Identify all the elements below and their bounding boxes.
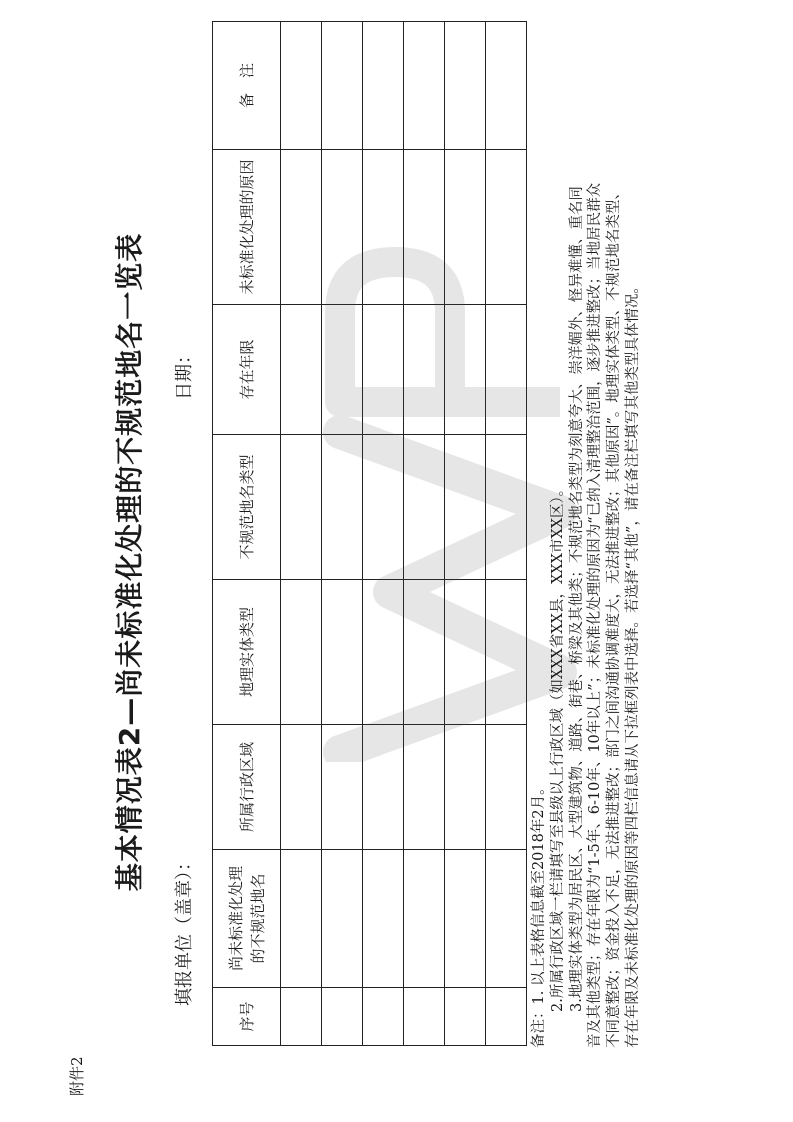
notes-section xyxy=(530,8,643,1048)
reporting-unit-label: 填报单位（盖章）： xyxy=(174,853,195,1006)
header-entity-type: 地理实体类型 xyxy=(213,580,281,725)
table-cell[interactable] xyxy=(404,988,445,1046)
header-admin-region: 所属行政区域 xyxy=(213,725,281,850)
table-cell[interactable] xyxy=(445,988,486,1046)
note-line-4: 音及其他类型；存在年限为“1-5年、6-10年、10年以上”；未标准化处理的原因为“已纳入清理整治范围，逐步推进整改；当地居民群众 xyxy=(587,182,604,1048)
page-title: 基本情况表2—尚未标准化处理的不规范地名一览表 xyxy=(113,232,146,892)
header-nonstandard-name: 尚未标准化处理的不规范地名 xyxy=(213,850,281,988)
table-cell[interactable] xyxy=(281,988,322,1046)
table-cell[interactable] xyxy=(281,22,322,150)
table-cell[interactable] xyxy=(363,988,404,1046)
table-cell[interactable] xyxy=(445,22,486,150)
table-cell[interactable] xyxy=(404,850,445,988)
header-serial: 序号 xyxy=(213,988,281,1046)
header-remarks: 备 注 xyxy=(213,22,281,150)
table-cell[interactable] xyxy=(322,22,363,150)
table-cell[interactable] xyxy=(404,22,445,150)
header-reason: 未标准化处理的原因 xyxy=(213,150,281,305)
note-line-2: 2.所属行政区域一栏请填写至县级以上行政区域（如XXX省XX县，XXX市XX区）。 xyxy=(549,481,566,1012)
table-header-row xyxy=(213,22,281,1046)
table-cell[interactable] xyxy=(486,22,527,150)
table-cell[interactable] xyxy=(363,850,404,988)
attachment-label: 附件2 xyxy=(68,1056,86,1096)
note-line-5: 不同意整改；资金投入不足，无法推进整改；部门之间沟通协调难度大，无法推进整改；其他原因”。地理实体类型、不规范地名类型、 xyxy=(606,185,623,1048)
note-line-3: 3.地理实体类型为居民区、大型建筑物、道路、街巷、桥梁及其他类；不规范地名类型为刻意夸大、崇洋媚外、怪异难懂、重名同 xyxy=(568,186,585,1012)
table-cell[interactable] xyxy=(322,988,363,1046)
table-cell[interactable] xyxy=(281,850,322,988)
note-line-6: 存在年限及未标准化处理的原因等四栏信息请从下拉框列表中选择。若选择“其他”，请在备注栏填写其他类型具体情况。 xyxy=(624,279,641,1048)
header-existence-years: 存在年限 xyxy=(213,305,281,435)
table-cell[interactable] xyxy=(486,850,527,988)
table-cell[interactable] xyxy=(363,22,404,150)
note-line-1: 备注：1. 以上表格信息截至2018年2月。 xyxy=(531,780,547,1048)
table-cell[interactable] xyxy=(486,988,527,1046)
table-cell[interactable] xyxy=(445,850,486,988)
header-nonstandard-type: 不规范地名类型 xyxy=(213,435,281,580)
table-cell[interactable] xyxy=(322,850,363,988)
date-label: 日期： xyxy=(174,346,195,400)
